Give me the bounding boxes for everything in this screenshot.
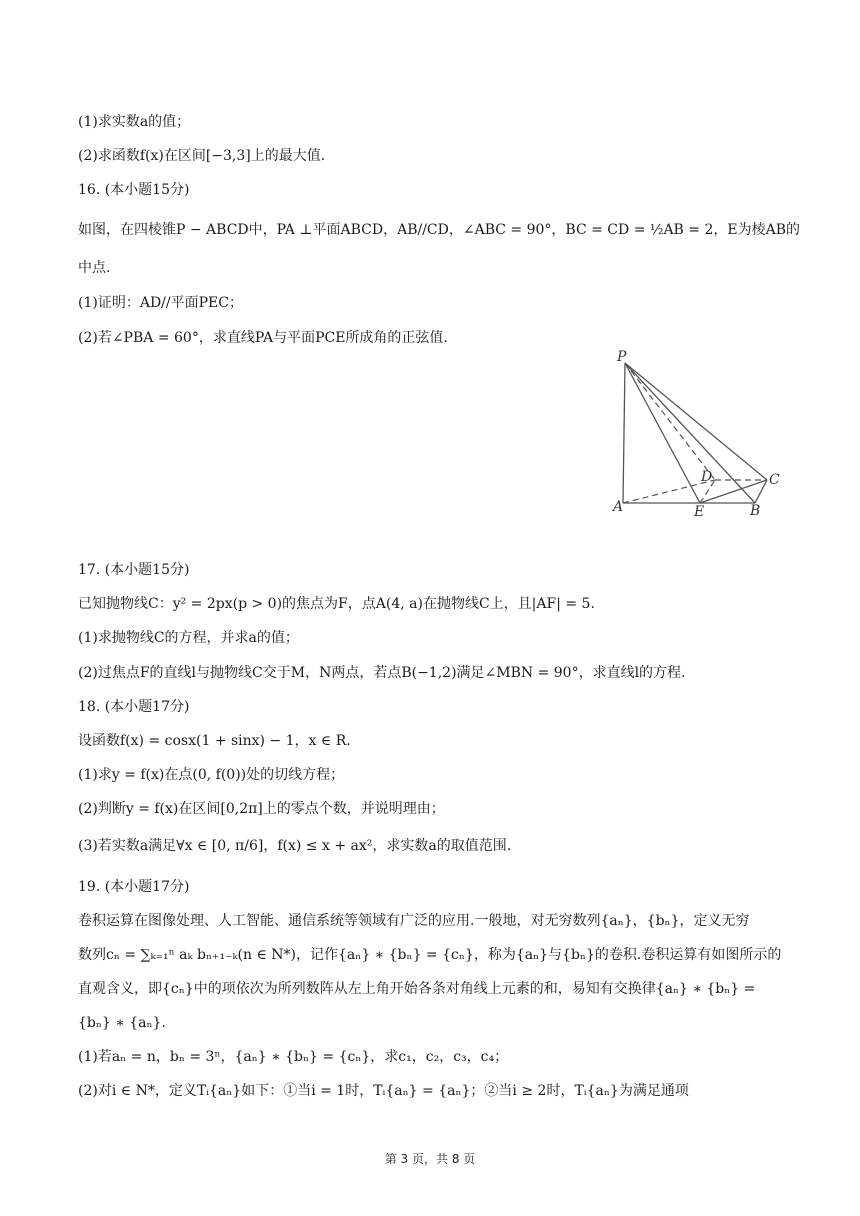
label-B: B [750,503,761,519]
problem-heading: 18. (本小题17分) [78,699,190,715]
label-C: C [769,472,780,488]
problem-heading: 19. (本小题17分) [78,879,190,895]
text-line: (1)求实数a的值； [78,114,191,130]
edge-PE [625,363,700,503]
text-line: (2)对i ∈ N*，定义Tᵢ{aₙ}如下：①当i = 1时，Tᵢ{aₙ} = {aₙ}；②当i ≥ 2时，Tᵢ{aₙ}为满足通项 [78,1083,689,1099]
label-D: D [701,469,713,485]
text-line: (3)若实数a满足∀x ∈ [0, π/6]，f(x) ≤ x + ax²，求实数a的取值范围. [78,838,512,854]
pyramid-diagram [605,345,795,520]
text-line: 直观含义，即{cₙ}中的项依次为所列数阵从左上角开始各条对角线上元素的和，易知有交换律{aₙ} ∗ {bₙ} = [78,981,756,997]
edge-PA [623,363,625,503]
text-line: (2)若∠PBA = 60°，求直线PA与平面PCE所成角的正弦值. [78,330,448,346]
label-P: P [617,349,627,365]
edge-PC [625,363,767,480]
text-line: (1)证明：AD//平面PEC； [78,295,243,311]
page-footer: 第 3 页，共 8 页 [384,1152,476,1166]
label-E: E [694,504,705,520]
text-line: (2)判断y = f(x)在区间[0,2π]上的零点个数，并说明理由； [78,801,445,817]
text-line: 已知抛物线C：y² = 2px(p > 0)的焦点为F，点A(4, a)在抛物线C上，且|AF| = 5. [78,596,595,612]
text-line: 数列cₙ = ∑ₖ₌₁ⁿ aₖ bₙ₊₁₋ₖ(n ∈ N*)，记作{aₙ} ∗ {bₙ} = {cₙ}，称为{aₙ}与{bₙ}的卷积.卷积运算有如图所示的 [78,947,782,963]
text-line: (2)过焦点F的直线l与抛物线C交于M，N两点，若点B(−1,2)满足∠MBN = 90°，求直线l的方程. [78,665,686,681]
text-line: (1)求y = f(x)在点(0, f(0))处的切线方程； [78,767,345,783]
text-line: 如图，在四棱锥P − ABCD中，PA ⊥平面ABCD，AB//CD，∠ABC = 90°，BC = CD = ½AB = 2，E为棱AB的 [78,222,800,238]
text-line: (1)求抛物线C的方程，并求a的值； [78,630,299,646]
text-line: (2)求函数f(x)在区间[−3,3]上的最大值. [78,148,326,164]
text-line: {bₙ} ∗ {aₙ}. [78,1015,166,1031]
text-line: 中点. [78,260,111,276]
problem-heading: 16. (本小题15分) [78,182,190,198]
problem-heading: 17. (本小题15分) [78,562,190,578]
text-line: 卷积运算在图像处理、人工智能、通信系统等领域有广泛的应用.一般地，对无穷数列{aₙ}，{bₙ}，定义无穷 [78,913,750,929]
pyramid-figure [605,345,795,520]
edge-PD [625,363,715,480]
text-line: 设函数f(x) = cosx(1 + sinx) − 1，x ∈ R. [78,733,351,749]
label-A: A [613,499,624,515]
edge-PB [625,363,755,503]
text-line: (1)若aₙ = n，bₙ = 3ⁿ，{aₙ} ∗ {bₙ} = {cₙ}，求c₁，c₂，c₃，c₄； [78,1049,509,1065]
